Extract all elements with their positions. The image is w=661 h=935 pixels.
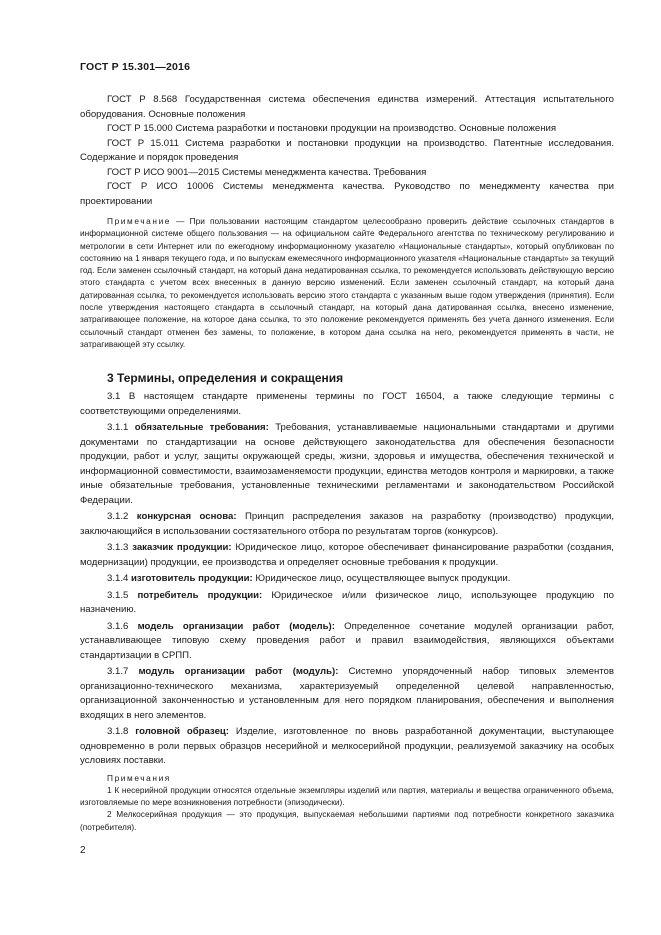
- term-number: 3.1.4: [107, 573, 129, 585]
- notes-title: Примечания: [107, 772, 171, 783]
- section-intro: 3.1 В настоящем стандарте применены термины по ГОСТ 16504, а также следующие термины с соответствующими определениями.: [80, 391, 614, 417]
- term-entry: [80, 572, 614, 587]
- term-definition: Системно упорядоченный набор типовых элементов организационно-технического механизма, характеризуемый определенной целевой направленностью, организационной законченностью и установленным для него порядком планирования, обеспечения и выполнения входящих в него элементов.: [80, 666, 614, 721]
- term-definition: Юридическое лицо, осуществляющее выпуск продукции.: [255, 573, 511, 585]
- term-definition: Определенное сочетание модулей организации работ, устанавливающее типовую схему проведения работ и правил взаимодействия, являющихся объектами стандартизации в СРПП.: [80, 620, 615, 661]
- term-name: заказчик продукции:: [132, 542, 232, 554]
- note-item: 2 Мелкосерийная продукция — это продукция, выпускаемая небольшими партиями под потребности конкретного заказчика (потребителя).: [80, 809, 614, 832]
- term-definition: Изделие, изготовленное по вновь разработанной документации, выступающее одновременно в роли первых образцов несерийной и мелкосерийной продукции, реализуемой заказчику на особых условиях поставки.: [80, 726, 614, 767]
- references-block: [80, 93, 614, 833]
- term-entry: [80, 510, 614, 539]
- section-heading: 3 Термины, определения и сокращения: [107, 371, 344, 386]
- term-name: головной образец:: [135, 726, 229, 738]
- term-number: 3.1.5: [107, 589, 129, 601]
- reference-item: ГОСТ Р 15.000 Система разработки и постановки продукции на производство. Основные положения: [107, 123, 557, 134]
- note-label: Примечание: [107, 216, 172, 226]
- term-entry: [80, 665, 614, 723]
- page-number: 2: [80, 845, 86, 856]
- term-definition: Требования, устанавливаемые национальными стандартами и другими документами по стандартизации на основе действующего законодательства для обеспечения безопасности продукции, работ и услуг, защиты окружающей среды, жизни, здоровья и имущества, обеспечения технической и информационной совместимости, взаимозаменяемости продукции, единства методов контроля и маркировки, а также иные обязательные требования, установленные техническими регламентами и законодательством Российской Федерации.: [80, 422, 615, 506]
- reference-item: ГОСТ Р 8.568 Государственная система обеспечения единства измерений. Аттестация испытательного оборудования. Основные положения: [80, 94, 614, 120]
- term-number: 3.1.1: [107, 422, 129, 434]
- reference-note: [80, 215, 614, 350]
- term-number: 3.1.8: [107, 726, 129, 738]
- term-name: потребитель продукции:: [137, 589, 263, 601]
- term-name: модель организации работ (модель):: [137, 620, 335, 632]
- term-number: 3.1.2: [107, 511, 129, 523]
- document-header: ГОСТ Р 15.301—2016: [80, 61, 191, 73]
- term-number: 3.1.6: [107, 620, 129, 632]
- term-name: конкурсная основа:: [136, 511, 237, 523]
- term-number: 3.1.7: [107, 666, 129, 678]
- term-entry: [80, 541, 614, 570]
- term-entry: [80, 725, 614, 769]
- reference-item: ГОСТ Р ИСО 10006 Системы менеджмента качества. Руководство по менеджменту качества при проектировании: [80, 181, 614, 207]
- term-entry: [80, 589, 614, 618]
- term-name: изготовитель продукции:: [131, 573, 253, 585]
- term-number: 3.1.3: [107, 542, 129, 554]
- note-text: — При пользовании настоящим стандартом целесообразно проверить действие ссылочных стандартов в информационной системе общего пользования — на официальном сайте Федерального агентства по техническому регулированию и метрологии в сети Интернет или по ежегодному информационному указателю «Национальные стандарты», который опубликован по состоянию на 1 января текущего года, и по выпускам ежемесячного информационного указателя «Национальные стандарты» за текущий год. Если заменен ссылочный стандарт, на который дана недатированная ссылка, то рекомендуется использовать действующую версию этого стандарта с учетом всех внесенных в данную версию изменений. Если заменен ссылочный стандарт, на который дана датированная ссылка, то рекомендуется использовать версию этого стандарта с указанным выше годом утверждения (принятия). Если после утверждения настоящего стандарта в ссылочный стандарт, на который дана датированная ссылка, внесено изменение, затрагивающее положение, на которое дана ссылка, то это положение рекомендуется применять без учета данного изменения. Если ссылочный стандарт отменен без замены, то положение, в котором дана ссылка на него, рекомендуется применять в части, не затрагивающей эту ссылку.: [80, 216, 614, 349]
- reference-item: ГОСТ Р ИСО 9001—2015 Системы менеджмента качества. Требования: [107, 166, 427, 178]
- term-entry: [80, 421, 614, 508]
- term-entry: [80, 620, 614, 664]
- term-definition: Юридическое лицо, которое обеспечивает финансирование разработки (создания, модернизации) продукции, ее производства и определяет основные требования к продукции.: [80, 542, 614, 568]
- term-name: обязательные требования:: [134, 422, 269, 434]
- term-name: модуль организации работ (модуль):: [138, 666, 339, 678]
- reference-item: ГОСТ Р 15.011 Система разработки и постановки продукции на производство. Патентные исследования. Содержание и порядок проведения: [80, 137, 614, 163]
- term-definition: Юридическое и/или физическое лицо, использующее продукцию по назначению.: [80, 589, 614, 616]
- note-item: 1 К несерийной продукции относятся отдельные экземпляры изделий или партия, материалы и вещества ограниченного объема, изготовляемые по мере возникновения потребности (эпизодически).: [80, 784, 614, 808]
- term-definition: Принцип распределения заказов на разработку (производство) продукции, заключающийся в использовании состязательного отбора по результатам торгов (конкурсов).: [80, 511, 614, 537]
